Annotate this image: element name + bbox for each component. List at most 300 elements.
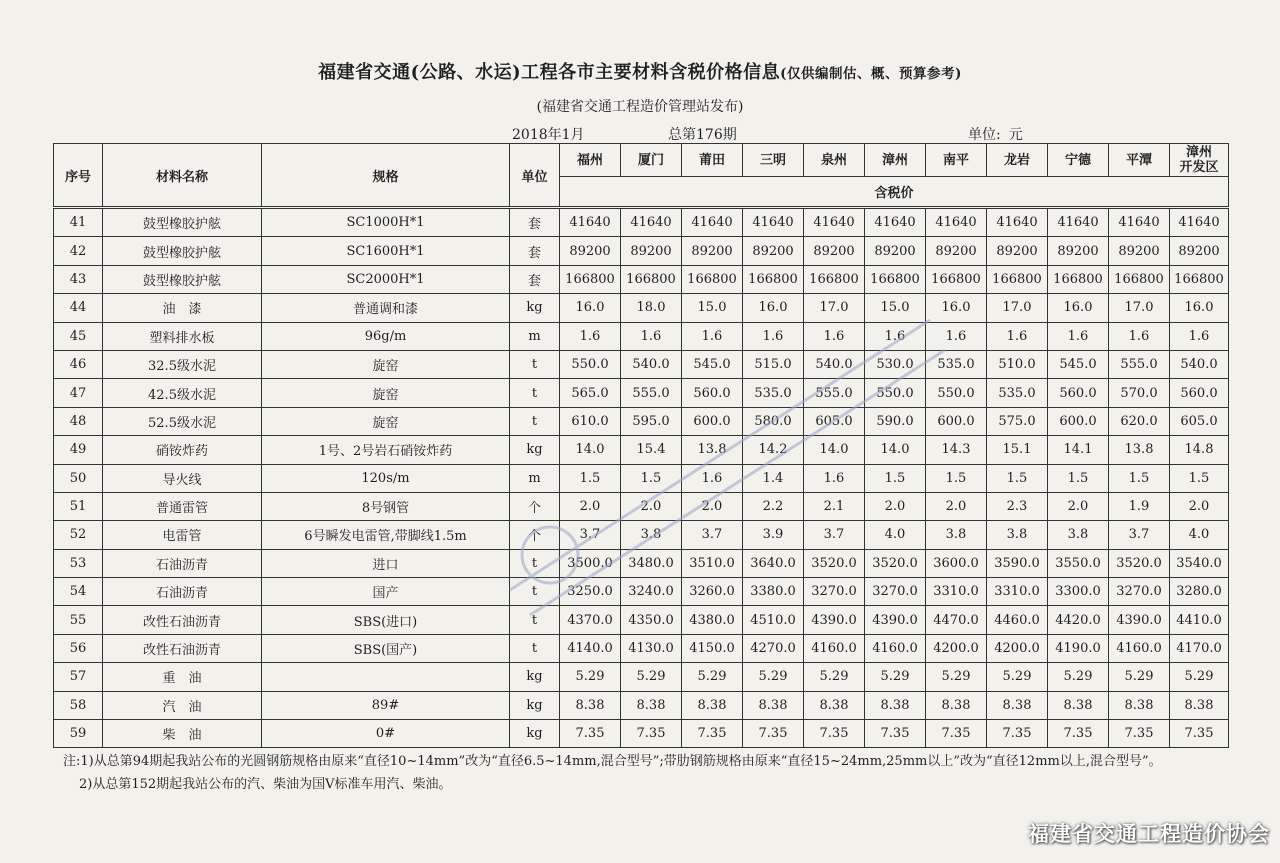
price-cell: 5.29 [743, 663, 804, 691]
price-cell: 2.0 [682, 492, 743, 520]
row-number: 43 [54, 265, 103, 293]
material-name: 汽 油 [103, 691, 262, 719]
price-cell: 7.35 [804, 720, 865, 748]
price-cell: 1.6 [1048, 322, 1109, 350]
price-cell: 166800 [865, 265, 926, 293]
notes [63, 750, 1223, 796]
price-cell: 14.1 [1048, 436, 1109, 464]
price-cell: 14.8 [1170, 436, 1229, 464]
price-cell: 590.0 [865, 407, 926, 435]
price-cell: 3500.0 [560, 549, 621, 577]
price-cell: 3280.0 [1170, 578, 1229, 606]
price-cell: 540.0 [621, 350, 682, 378]
row-number: 59 [54, 720, 103, 748]
price-cell: 1.5 [926, 464, 987, 492]
table-body [54, 208, 1229, 748]
row-number: 51 [54, 492, 103, 520]
price-cell: 4140.0 [560, 634, 621, 662]
price-cell: 5.29 [682, 663, 743, 691]
price-cell: 13.8 [1109, 436, 1170, 464]
price-cell: 595.0 [621, 407, 682, 435]
material-name: 重 油 [103, 663, 262, 691]
price-cell: 5.29 [621, 663, 682, 691]
price-cell: 89200 [682, 237, 743, 265]
material-name: 硝铵炸药 [103, 436, 262, 464]
material-name: 鼓型橡胶护舷 [103, 237, 262, 265]
header-material-name: 材料名称 [103, 144, 262, 208]
material-name: 石油沥青 [103, 578, 262, 606]
price-cell: 3510.0 [682, 549, 743, 577]
price-cell: 570.0 [1109, 379, 1170, 407]
price-cell: 14.0 [865, 436, 926, 464]
material-name: 石油沥青 [103, 549, 262, 577]
header-row [54, 144, 1229, 177]
price-cell: 41640 [987, 208, 1048, 237]
price-cell: 3.7 [560, 521, 621, 549]
price-cell: 3260.0 [682, 578, 743, 606]
table-row [54, 549, 1229, 577]
price-cell: 3250.0 [560, 578, 621, 606]
price-cell: 580.0 [743, 407, 804, 435]
price-cell: 41640 [1048, 208, 1109, 237]
price-cell: 1.5 [987, 464, 1048, 492]
material-spec: 国产 [262, 578, 510, 606]
price-cell: 535.0 [743, 379, 804, 407]
table-row [54, 237, 1229, 265]
price-cell: 535.0 [926, 350, 987, 378]
material-spec: SBS(进口) [262, 606, 510, 634]
material-spec: 旋窑 [262, 379, 510, 407]
table-row [54, 521, 1229, 549]
price-cell: 1.6 [865, 322, 926, 350]
note-2: 2)从总第152期起我站公布的汽、柴油为国Ⅴ标准车用汽、柴油。 [79, 777, 452, 792]
price-cell: 1.6 [804, 464, 865, 492]
price-cell: 1.6 [682, 322, 743, 350]
price-cell: 5.29 [1170, 663, 1229, 691]
price-cell: 8.38 [621, 691, 682, 719]
material-spec: 0# [262, 720, 510, 748]
price-cell: 3.8 [1048, 521, 1109, 549]
price-cell: 8.38 [804, 691, 865, 719]
price-cell: 41640 [621, 208, 682, 237]
price-cell: 2.0 [560, 492, 621, 520]
material-name: 52.5级水泥 [103, 407, 262, 435]
material-unit: 个 [510, 521, 560, 549]
price-cell: 600.0 [926, 407, 987, 435]
price-cell: 1.6 [804, 322, 865, 350]
title-main: 福建省交通(公路、水运)工程各市主要材料含税价格信息 [318, 62, 781, 83]
price-cell: 1.6 [743, 322, 804, 350]
material-spec: 120s/m [262, 464, 510, 492]
price-cell: 4150.0 [682, 634, 743, 662]
price-cell: 16.0 [1048, 294, 1109, 322]
header-city: 宁德 [1048, 144, 1109, 177]
material-name: 油 漆 [103, 294, 262, 322]
price-cell: 16.0 [926, 294, 987, 322]
price-cell: 89200 [743, 237, 804, 265]
header-city: 厦门 [621, 144, 682, 177]
document-title [0, 58, 1280, 84]
header-spec: 规格 [262, 144, 510, 208]
price-cell: 89200 [926, 237, 987, 265]
price-cell: 7.35 [1109, 720, 1170, 748]
material-unit: t [510, 350, 560, 378]
material-unit: t [510, 549, 560, 577]
price-cell: 535.0 [987, 379, 1048, 407]
price-cell: 89200 [560, 237, 621, 265]
price-cell: 89200 [1170, 237, 1229, 265]
row-number: 42 [54, 237, 103, 265]
price-cell: 3270.0 [804, 578, 865, 606]
material-spec: 旋窑 [262, 407, 510, 435]
price-cell: 565.0 [560, 379, 621, 407]
material-unit: t [510, 578, 560, 606]
price-cell: 550.0 [865, 379, 926, 407]
price-cell: 4170.0 [1170, 634, 1229, 662]
price-cell: 3310.0 [926, 578, 987, 606]
material-spec: SC2000H*1 [262, 265, 510, 293]
row-number: 49 [54, 436, 103, 464]
price-cell: 8.38 [1170, 691, 1229, 719]
price-cell: 2.0 [1048, 492, 1109, 520]
material-unit: kg [510, 720, 560, 748]
material-unit: m [510, 464, 560, 492]
price-cell: 3600.0 [926, 549, 987, 577]
price-cell: 3.8 [926, 521, 987, 549]
price-cell: 41640 [865, 208, 926, 237]
material-spec: 8号钢管 [262, 492, 510, 520]
row-number: 54 [54, 578, 103, 606]
table-row [54, 407, 1229, 435]
price-cell: 8.38 [743, 691, 804, 719]
price-cell: 41640 [743, 208, 804, 237]
material-name: 鼓型橡胶护舷 [103, 208, 262, 237]
note-1: 注:1)从总第94期起我站公布的光圆钢筋规格由原来“直径10~14mm”改为“直径6.5~14mm,混合型号”;带肋钢筋规格由原来“直径15~24mm,25mm以上”改为“直径12mm以上,混合型号”。 [63, 754, 1162, 769]
price-cell: 5.29 [926, 663, 987, 691]
price-cell: 545.0 [682, 350, 743, 378]
material-name: 42.5级水泥 [103, 379, 262, 407]
row-number: 57 [54, 663, 103, 691]
price-cell: 41640 [1109, 208, 1170, 237]
issue-date: 2018年1月 [512, 127, 585, 143]
header-index: 序号 [54, 144, 103, 208]
price-cell: 1.6 [987, 322, 1048, 350]
price-cell: 8.38 [1109, 691, 1170, 719]
price-cell: 1.6 [621, 322, 682, 350]
header-city: 南平 [926, 144, 987, 177]
price-cell: 4390.0 [1109, 606, 1170, 634]
price-cell: 1.4 [743, 464, 804, 492]
material-unit: t [510, 606, 560, 634]
price-cell: 166800 [1170, 265, 1229, 293]
table-row [54, 294, 1229, 322]
price-cell: 545.0 [1048, 350, 1109, 378]
price-cell: 4410.0 [1170, 606, 1229, 634]
price-cell: 3.7 [1109, 521, 1170, 549]
table-row [54, 578, 1229, 606]
price-cell: 3480.0 [621, 549, 682, 577]
price-cell: 8.38 [682, 691, 743, 719]
material-spec: SC1000H*1 [262, 208, 510, 237]
table-row [54, 691, 1229, 719]
price-cell: 13.8 [682, 436, 743, 464]
material-unit: t [510, 407, 560, 435]
document-subtitle: (福建省交通工程造价管理站发布) [536, 99, 744, 115]
price-cell: 41640 [682, 208, 743, 237]
price-cell: 41640 [1170, 208, 1229, 237]
material-unit: kg [510, 294, 560, 322]
price-cell: 89200 [804, 237, 865, 265]
price-cell: 4.0 [1170, 521, 1229, 549]
row-number: 46 [54, 350, 103, 378]
price-cell: 515.0 [743, 350, 804, 378]
row-number: 55 [54, 606, 103, 634]
price-cell: 8.38 [987, 691, 1048, 719]
price-cell: 7.35 [987, 720, 1048, 748]
price-cell: 166800 [1048, 265, 1109, 293]
price-table [53, 143, 1229, 748]
price-cell: 560.0 [682, 379, 743, 407]
material-name: 普通雷管 [103, 492, 262, 520]
price-cell: 620.0 [1109, 407, 1170, 435]
price-cell: 4200.0 [926, 634, 987, 662]
price-cell: 3590.0 [987, 549, 1048, 577]
price-cell: 4390.0 [865, 606, 926, 634]
price-cell: 166800 [743, 265, 804, 293]
price-cell: 16.0 [743, 294, 804, 322]
price-cell: 555.0 [621, 379, 682, 407]
header-unit: 单位 [510, 144, 560, 208]
material-unit: 套 [510, 208, 560, 237]
price-cell: 4200.0 [987, 634, 1048, 662]
material-name: 塑料排水板 [103, 322, 262, 350]
price-cell: 550.0 [560, 350, 621, 378]
material-name: 柴 油 [103, 720, 262, 748]
material-name: 改性石油沥青 [103, 606, 262, 634]
price-cell: 3520.0 [804, 549, 865, 577]
price-cell: 1.6 [926, 322, 987, 350]
issue-number: 总第176期 [668, 127, 737, 143]
row-number: 56 [54, 634, 103, 662]
table-row [54, 634, 1229, 662]
price-cell: 41640 [804, 208, 865, 237]
price-cell: 89200 [621, 237, 682, 265]
material-unit: 套 [510, 237, 560, 265]
price-cell: 1.6 [682, 464, 743, 492]
price-cell: 4.0 [865, 521, 926, 549]
price-cell: 7.35 [1170, 720, 1229, 748]
material-unit: m [510, 322, 560, 350]
price-cell: 3270.0 [1109, 578, 1170, 606]
header-city: 福州 [560, 144, 621, 177]
price-cell: 166800 [1109, 265, 1170, 293]
price-cell: 610.0 [560, 407, 621, 435]
header-city: 龙岩 [987, 144, 1048, 177]
price-cell: 540.0 [804, 350, 865, 378]
price-cell: 2.2 [743, 492, 804, 520]
price-cell: 7.35 [682, 720, 743, 748]
price-cell: 7.35 [621, 720, 682, 748]
price-cell: 17.0 [987, 294, 1048, 322]
row-number: 50 [54, 464, 103, 492]
table-row [54, 350, 1229, 378]
price-cell: 7.35 [560, 720, 621, 748]
material-spec: SBS(国产) [262, 634, 510, 662]
price-cell: 1.5 [621, 464, 682, 492]
price-cell: 1.5 [1109, 464, 1170, 492]
price-cell: 1.5 [560, 464, 621, 492]
price-cell: 605.0 [1170, 407, 1229, 435]
price-cell: 2.3 [987, 492, 1048, 520]
price-cell: 560.0 [1170, 379, 1229, 407]
header-city: 泉州 [804, 144, 865, 177]
price-cell: 4420.0 [1048, 606, 1109, 634]
material-spec: 89# [262, 691, 510, 719]
title-note: (仅供编制估、概、预算参考) [780, 66, 962, 82]
price-cell: 8.38 [926, 691, 987, 719]
price-cell: 3.9 [743, 521, 804, 549]
price-cell: 7.35 [926, 720, 987, 748]
price-cell: 5.29 [560, 663, 621, 691]
price-cell: 5.29 [987, 663, 1048, 691]
material-unit: kg [510, 436, 560, 464]
price-cell: 14.0 [804, 436, 865, 464]
material-spec: 普通调和漆 [262, 294, 510, 322]
price-cell: 8.38 [1048, 691, 1109, 719]
price-cell: 2.0 [865, 492, 926, 520]
price-cell: 7.35 [865, 720, 926, 748]
price-cell: 8.38 [560, 691, 621, 719]
price-cell: 1.6 [1109, 322, 1170, 350]
price-cell: 3.7 [804, 521, 865, 549]
price-cell: 7.35 [1048, 720, 1109, 748]
price-cell: 166800 [621, 265, 682, 293]
price-cell: 5.29 [1048, 663, 1109, 691]
price-cell: 41640 [560, 208, 621, 237]
table-row [54, 606, 1229, 634]
price-cell: 166800 [987, 265, 1048, 293]
price-cell: 4160.0 [1109, 634, 1170, 662]
price-cell: 15.0 [865, 294, 926, 322]
price-cell: 1.5 [1170, 464, 1229, 492]
price-cell: 18.0 [621, 294, 682, 322]
price-cell: 89200 [987, 237, 1048, 265]
price-cell: 89200 [1109, 237, 1170, 265]
price-cell: 14.2 [743, 436, 804, 464]
material-spec: 96g/m [262, 322, 510, 350]
price-cell: 8.38 [865, 691, 926, 719]
price-cell: 16.0 [560, 294, 621, 322]
price-cell: 2.0 [1170, 492, 1229, 520]
header-city: 漳州 开发区 [1170, 144, 1229, 177]
price-cell: 2.1 [804, 492, 865, 520]
price-cell: 5.29 [804, 663, 865, 691]
price-cell: 4160.0 [804, 634, 865, 662]
row-number: 45 [54, 322, 103, 350]
price-cell: 4350.0 [621, 606, 682, 634]
row-number: 47 [54, 379, 103, 407]
price-cell: 1.9 [1109, 492, 1170, 520]
header-city: 漳州 [865, 144, 926, 177]
price-cell: 3380.0 [743, 578, 804, 606]
price-cell: 4510.0 [743, 606, 804, 634]
price-cell: 540.0 [1170, 350, 1229, 378]
price-cell: 15.4 [621, 436, 682, 464]
price-cell: 16.0 [1170, 294, 1229, 322]
material-name: 改性石油沥青 [103, 634, 262, 662]
material-unit: kg [510, 691, 560, 719]
row-number: 48 [54, 407, 103, 435]
price-cell: 15.0 [682, 294, 743, 322]
price-cell: 3270.0 [865, 578, 926, 606]
currency-unit [968, 124, 1023, 144]
material-spec: 6号瞬发电雷管,带脚线1.5m [262, 521, 510, 549]
price-cell: 3310.0 [987, 578, 1048, 606]
price-cell: 15.1 [987, 436, 1048, 464]
material-spec: 旋窑 [262, 350, 510, 378]
price-cell: 5.29 [1109, 663, 1170, 691]
price-cell: 17.0 [1109, 294, 1170, 322]
price-cell: 3520.0 [1109, 549, 1170, 577]
price-cell: 4470.0 [926, 606, 987, 634]
row-number: 52 [54, 521, 103, 549]
row-number: 53 [54, 549, 103, 577]
price-cell: 600.0 [1048, 407, 1109, 435]
price-cell: 555.0 [1109, 350, 1170, 378]
table-row [54, 379, 1229, 407]
material-spec: 进口 [262, 549, 510, 577]
header-city: 平潭 [1109, 144, 1170, 177]
price-cell: 166800 [926, 265, 987, 293]
price-cell: 1.6 [1170, 322, 1229, 350]
header-price-group: 含税价 [560, 177, 1229, 208]
price-cell: 3540.0 [1170, 549, 1229, 577]
price-cell: 550.0 [926, 379, 987, 407]
price-cell: 1.6 [560, 322, 621, 350]
price-cell: 4160.0 [865, 634, 926, 662]
price-cell: 4270.0 [743, 634, 804, 662]
price-cell: 3550.0 [1048, 549, 1109, 577]
price-cell: 4190.0 [1048, 634, 1109, 662]
header-city: 莆田 [682, 144, 743, 177]
material-unit: 套 [510, 265, 560, 293]
material-name: 32.5级水泥 [103, 350, 262, 378]
price-cell: 1.5 [1048, 464, 1109, 492]
material-name: 导火线 [103, 464, 262, 492]
table-row [54, 492, 1229, 520]
price-cell: 1.5 [865, 464, 926, 492]
table-row [54, 720, 1229, 748]
price-cell: 3520.0 [865, 549, 926, 577]
price-cell: 17.0 [804, 294, 865, 322]
price-cell: 530.0 [865, 350, 926, 378]
price-cell: 3300.0 [1048, 578, 1109, 606]
price-cell: 575.0 [987, 407, 1048, 435]
row-number: 41 [54, 208, 103, 237]
price-cell: 4370.0 [560, 606, 621, 634]
price-cell: 3240.0 [621, 578, 682, 606]
price-cell: 600.0 [682, 407, 743, 435]
price-cell: 89200 [865, 237, 926, 265]
price-cell: 560.0 [1048, 379, 1109, 407]
table-row [54, 208, 1229, 237]
table-row [54, 265, 1229, 293]
material-spec: 1号、2号岩石硝铵炸药 [262, 436, 510, 464]
material-name: 电雷管 [103, 521, 262, 549]
material-spec: SC1600H*1 [262, 237, 510, 265]
material-unit: kg [510, 663, 560, 691]
material-unit: t [510, 634, 560, 662]
